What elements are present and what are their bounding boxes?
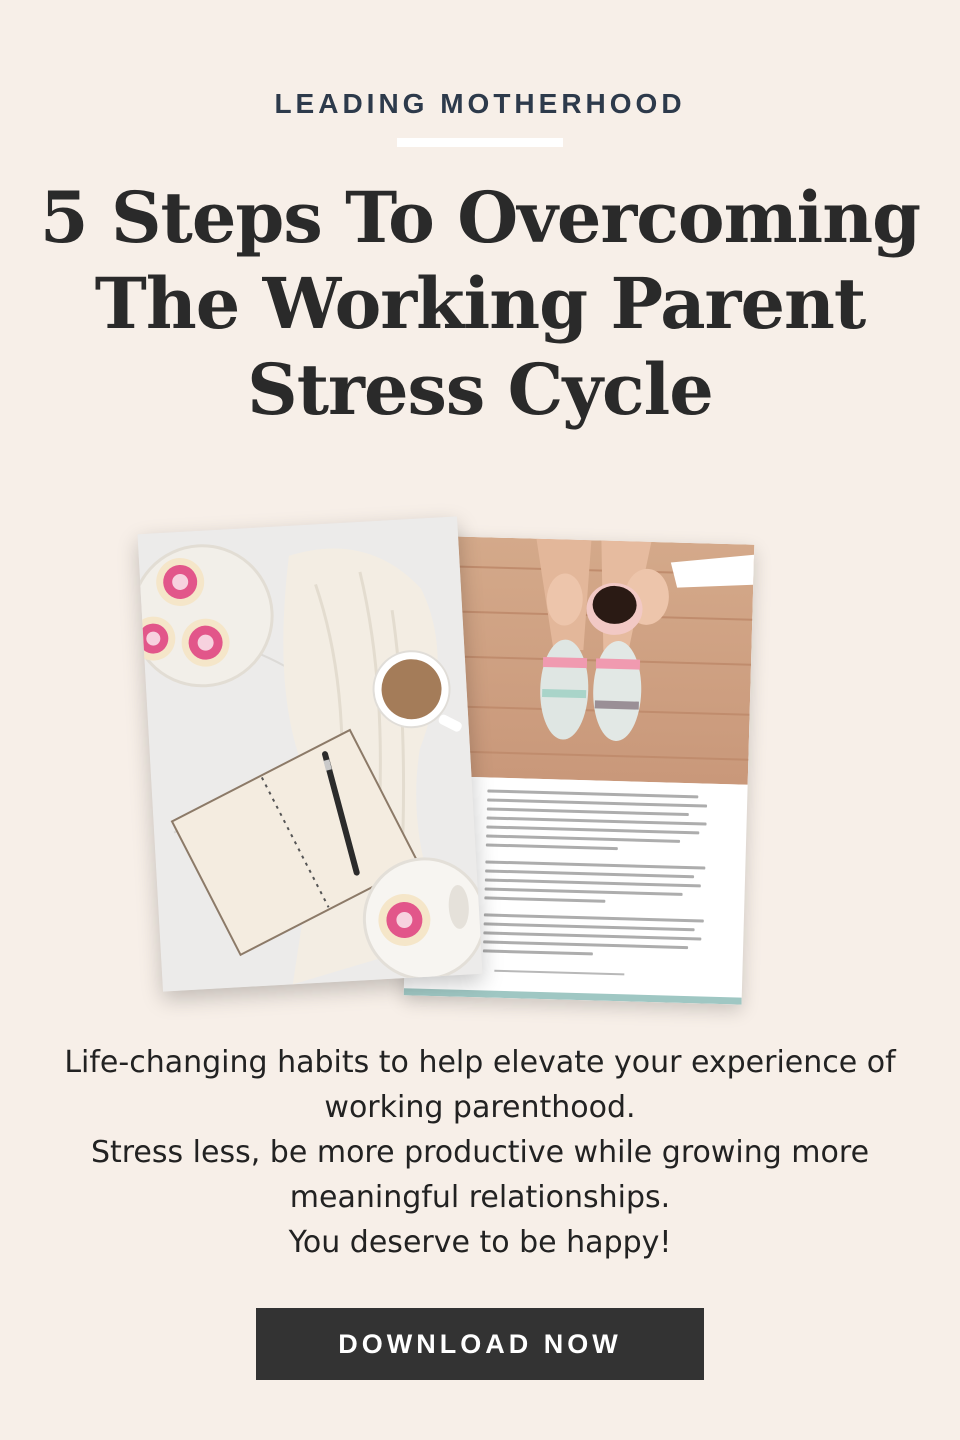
description-line-2: working parenthood. — [324, 1090, 636, 1125]
page-title — [30, 175, 930, 433]
page-body-text-lines — [483, 789, 708, 964]
cupcakes-coffee-notebook-photo — [137, 516, 482, 991]
ebook-page-preview-left — [137, 516, 482, 991]
description-line-4: meaningful relationships. — [289, 1180, 671, 1215]
title-line-3: Stress Cycle — [247, 348, 713, 431]
title-divider — [397, 138, 563, 147]
title-line-1: 5 Steps To Overcoming — [39, 176, 921, 259]
description — [40, 1040, 920, 1265]
description-line-3: Stress less, be more productive while growing more — [90, 1135, 870, 1170]
page-footer-accent-bar — [404, 988, 742, 1004]
title-line-2: The Working Parent — [94, 262, 866, 345]
description-line-5: You deserve to be happy! — [288, 1225, 672, 1260]
eyebrow-title: LEADING MOTHERHOOD — [274, 88, 686, 119]
download-now-button[interactable]: DOWNLOAD NOW — [256, 1308, 704, 1380]
description-line-1: Life-changing habits to help elevate your experience of — [64, 1045, 896, 1080]
page-footer-credit — [494, 970, 624, 976]
